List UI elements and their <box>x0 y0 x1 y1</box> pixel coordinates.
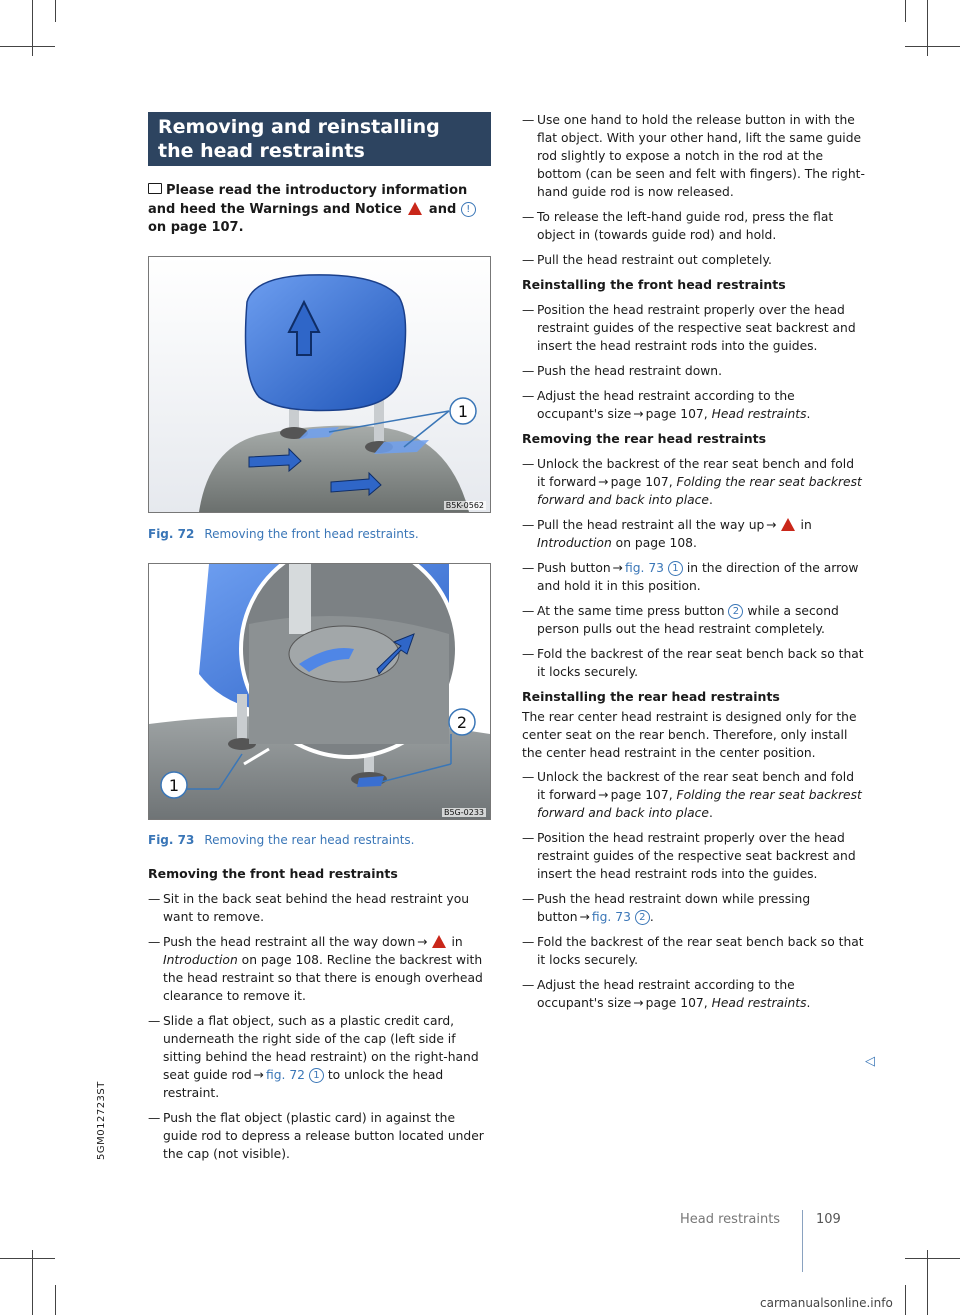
list-item: — Position the head restraint properly over the head restraint guides of the respective seat backrest and insert the head restraint rods into the guides. <box>522 301 865 355</box>
callout-1: 1 <box>457 402 469 421</box>
front-headrest-illustration <box>149 257 490 512</box>
figure-caption <box>148 832 491 848</box>
notice-icon: ! <box>461 202 476 217</box>
watermark: carmanualsonline.info <box>760 1296 893 1310</box>
list-item: — Adjust the head restraint according to the occupant's size → page 107, Head restraints. <box>522 387 865 423</box>
list-item: — Push the head restraint down while pressing button → fig. 73 2 . <box>522 890 865 926</box>
crop-mark <box>927 1250 928 1315</box>
callout-ref: 2 <box>635 910 650 925</box>
intro-note <box>148 182 491 237</box>
crop-mark <box>927 0 928 56</box>
subheading: Reinstalling the front head restraints <box>522 277 786 292</box>
list-item: — To release the left-hand guide rod, press the flat object in (towards guide rod) and hold. <box>522 208 865 244</box>
crop-mark <box>55 1285 56 1315</box>
subheading: Reinstalling the rear head restraints <box>522 689 780 704</box>
subheading: Removing the front head restraints <box>148 866 398 881</box>
intro-text: Please read the introductory information and heed the Warnings and Notice <box>148 183 468 217</box>
list-item: — Unlock the backrest of the rear seat bench and fold it forward → page 107, Folding the rear seat backrest forward and back into place. <box>522 768 865 822</box>
link-text[interactable]: Introduction <box>163 953 238 967</box>
rear-headrest-illustration <box>149 564 490 819</box>
callout-ref: 1 <box>668 561 683 576</box>
section-end-icon: ◁ <box>865 1054 875 1069</box>
crop-mark <box>905 0 906 22</box>
link-text[interactable]: Introduction <box>537 536 612 550</box>
crop-mark <box>905 1258 960 1259</box>
list-item: — At the same time press button 2 while a second person pulls out the head restraint completely. <box>522 602 865 638</box>
caption-text: Removing the rear head restraints. <box>204 833 415 847</box>
list-item: — Push the head restraint down. <box>522 362 865 380</box>
crop-mark <box>905 1285 906 1315</box>
list-item: — Push button → fig. 73 1 in the direction of the arrow and hold it in this position. <box>522 559 865 595</box>
caption-text: Removing the front head restraints. <box>204 527 419 541</box>
callout-1: 1 <box>168 776 180 795</box>
list-item: — Adjust the head restraint according to the occupant's size → page 107, Head restraints. <box>522 976 865 1012</box>
book-icon <box>148 183 162 194</box>
warning-icon <box>408 202 422 215</box>
section-title: Removing and reinstalling the head restraints <box>148 112 491 166</box>
subheading: Removing the rear head restraints <box>522 431 767 446</box>
crop-mark <box>0 46 55 47</box>
intro-text: and <box>428 202 457 217</box>
figure-code: B5G-0233 <box>443 808 484 817</box>
callout-ref: 1 <box>309 1068 324 1083</box>
warning-icon <box>781 518 795 531</box>
link-text[interactable]: Head restraints <box>711 996 807 1010</box>
warning-icon <box>432 935 446 948</box>
link-text[interactable]: Head restraints <box>711 407 807 421</box>
crop-mark <box>55 0 56 22</box>
list-item: — Unlock the backrest of the rear seat bench and fold it forward → page 107, Folding the rear seat backrest forward and back into place. <box>522 455 865 509</box>
list-item: — Fold the backrest of the rear seat bench back so that it locks securely. <box>522 933 865 969</box>
list-item: — Push the head restraint all the way down → in Introduction on page 108. Recline the backrest with the head restraint so that there is enough overhead clearance to remove it. <box>148 933 491 1005</box>
callout-2: 2 <box>456 713 468 732</box>
paragraph: The rear center head restraint is designed only for the center seat on the rear bench. Therefore, only install the center head restraint in the center position. <box>522 710 857 760</box>
figure-link[interactable]: fig. 73 <box>591 910 631 924</box>
figure-code: B5K-0562 <box>445 501 484 510</box>
list-item: — Use one hand to hold the release button in with the flat object. With your other hand, lift the same guide rod slightly to expose a notch in the rod at the bottom (can be seen and felt with fingers). The right-hand guide rod is now released. <box>522 111 865 201</box>
figure-label: Fig. 73 <box>148 833 195 847</box>
intro-text: on page 107. <box>148 220 244 235</box>
crop-mark <box>32 1250 33 1315</box>
list-item: — Position the head restraint properly over the head restraint guides of the respective seat backrest and insert the head restraint rods into the guides. <box>522 829 865 883</box>
footer-divider <box>802 1210 803 1272</box>
list-item: — Sit in the back seat behind the head restraint you want to remove. <box>148 890 491 926</box>
document-code: 5GM012723ST <box>96 1081 107 1160</box>
figure-caption <box>148 526 491 542</box>
list-item: — Pull the head restraint out completely. <box>522 251 865 269</box>
figure-73 <box>148 563 491 820</box>
callout-ref: 2 <box>728 604 743 619</box>
crop-mark <box>905 46 960 47</box>
figure-link[interactable]: fig. 72 <box>265 1068 305 1082</box>
link-text[interactable]: Folding the rear seat backrest forward and back into place <box>537 475 862 507</box>
page-number: 109 <box>816 1212 841 1227</box>
link-text[interactable]: Folding the rear seat backrest forward and back into place <box>537 788 862 820</box>
crop-mark <box>0 1258 55 1259</box>
figure-label: Fig. 72 <box>148 527 195 541</box>
crop-mark <box>32 0 33 56</box>
footer-section: Head restraints <box>680 1212 781 1227</box>
list-item: — Push the flat object (plastic card) in against the guide rod to depress a release button located under the cap (not visible). <box>148 1109 491 1163</box>
list-item: — Pull the head restraint all the way up → in Introduction on page 108. <box>522 516 865 552</box>
right-column <box>522 111 865 1019</box>
list-item: — Slide a flat object, such as a plastic credit card, underneath the right side of the cap (left side if sitting behind the head restraint) on the right-hand seat guide rod → fig. 72 1 to unlock the head restraint. <box>148 1012 491 1102</box>
figure-72 <box>148 256 491 513</box>
figure-link[interactable]: fig. 73 <box>624 561 665 575</box>
list-item: — Fold the backrest of the rear seat bench back so that it locks securely. <box>522 645 865 681</box>
left-column <box>148 865 491 1170</box>
